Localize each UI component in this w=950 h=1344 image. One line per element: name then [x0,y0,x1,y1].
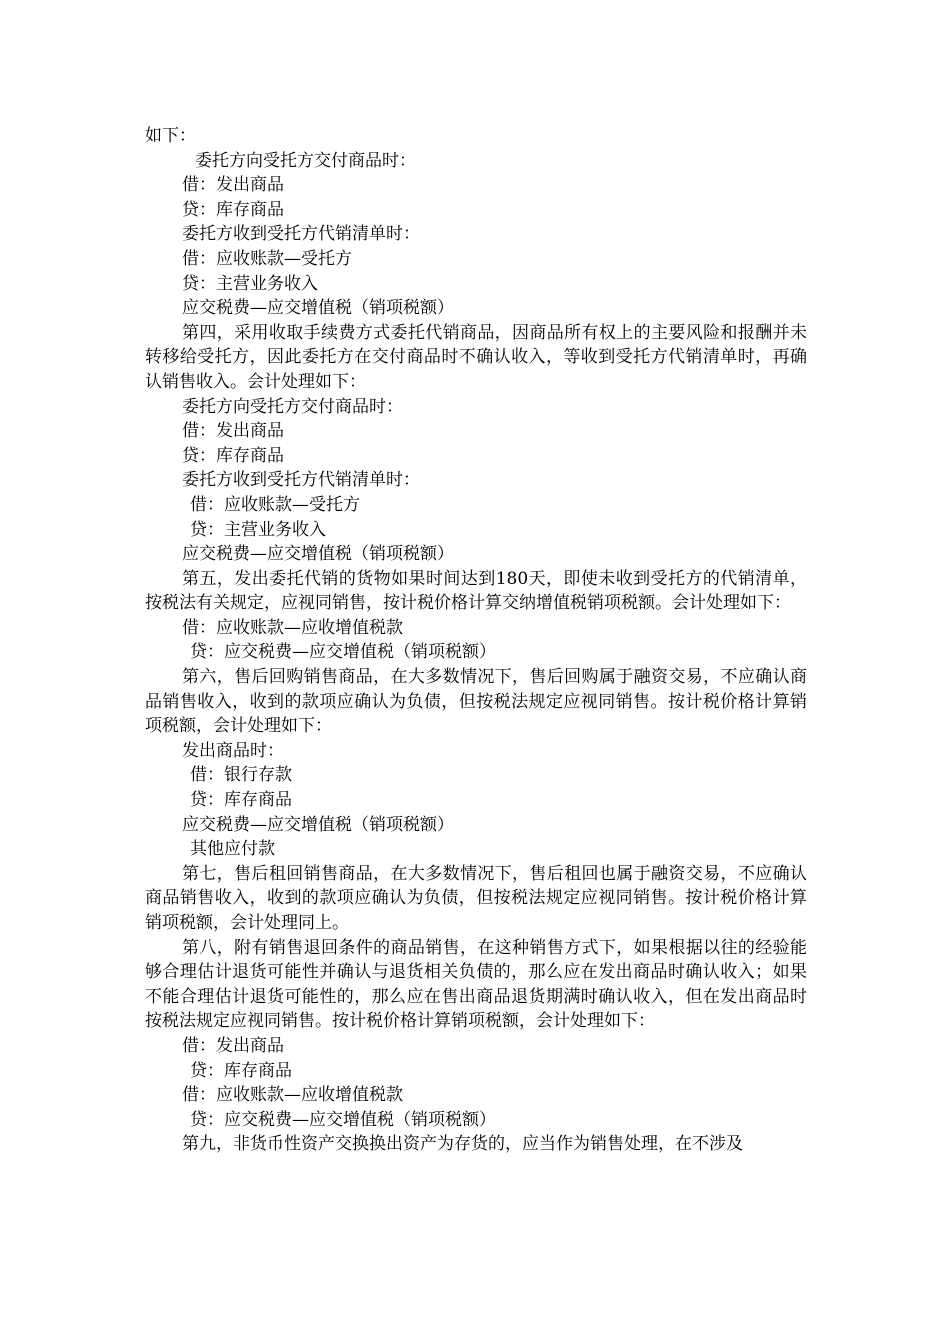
document-body [145,124,807,1157]
text-line: 借：银行存款 [190,765,292,786]
text-line: 委托方向受托方交付商品时： [182,396,403,417]
paragraph: 第五，发出委托代销的货物如果时间达到180天，即使未收到受托方的代销清单，按税法有关规定，应视同销售，按计税价格计算交纳增值税销项税额。会计处理如下： [145,568,807,614]
text-line: 借：应收账款—应收增值税款 [182,1085,403,1106]
text-line: 借：发出商品 [182,1035,284,1056]
text-line: 借：应收账款—应收增值税款 [182,617,403,638]
text-line: 贷：应交税费—应交增值税（销项税额） [190,642,496,663]
text-line: 贷：库存商品 [182,199,284,220]
text-line: 借：发出商品 [182,175,284,196]
text-line: 应交税费—应交增值税（销项税额） [182,544,454,565]
text-line: 贷：库存商品 [190,1060,292,1081]
text-line: 借：发出商品 [182,421,284,442]
paragraph: 第八，附有销售退回条件的商品销售，在这种销售方式下，如果根据以往的经验能够合理估计退货可能性并确认与退货相关负债的，那么应在发出商品时确认收入；如果不能合理估计退货可能性的，那么应在售出商品退货期满时确认收入，但在发出商品时按税法规定应视同销售。按计税价格计算销项税额，会计处理如下： [145,937,807,1032]
text-line: 如下： [145,126,196,146]
text-line: 借：应收账款—受托方 [182,248,352,269]
text-line: 委托方收到受托方代销清单时： [182,224,420,245]
text-line: 第九，非货币性资产交换换出资产为存货的，应当作为销售处理，在不涉及 [182,1134,743,1155]
text-line: 委托方向受托方交付商品时： [195,150,416,171]
text-line: 贷：应交税费—应交增值税（销项税额） [190,1109,496,1130]
text-line: 贷：库存商品 [182,445,284,466]
paragraph: 第六，售后回购销售商品，在大多数情况下，售后回购属于融资交易，不应确认商品销售收入，收到的款项应确认为负债，但按税法规定应视同销售。按计税价格计算销项税额，会计处理如下： [145,667,807,737]
text-line: 应交税费—应交增值税（销项税额） [182,814,454,835]
text-line: 贷：主营业务收入 [190,519,326,540]
text-line: 其他应付款 [190,839,275,860]
text-line: 发出商品时： [182,740,284,761]
text-line: 应交税费—应交增值税（销项税额） [182,298,454,319]
text-line: 贷：库存商品 [190,790,292,811]
text-line: 借：应收账款—受托方 [190,494,360,515]
text-line: 贷：主营业务收入 [182,273,318,294]
text-line: 委托方收到受托方代销清单时： [182,470,420,491]
paragraph: 第七，售后租回销售商品，在大多数情况下，售后租回也属于融资交易，不应确认商品销售收入，收到的款项应确认为负债，但按税法规定应视同销售。按计税价格计算销项税额，会计处理同上。 [145,863,807,933]
paragraph: 第四，采用收取手续费方式委托代销商品，因商品所有权上的主要风险和报酬并未转移给受托方，因此委托方在交付商品时不确认收入，等收到受托方代销清单时，再确认销售收入。会计处理如下： [145,322,807,392]
